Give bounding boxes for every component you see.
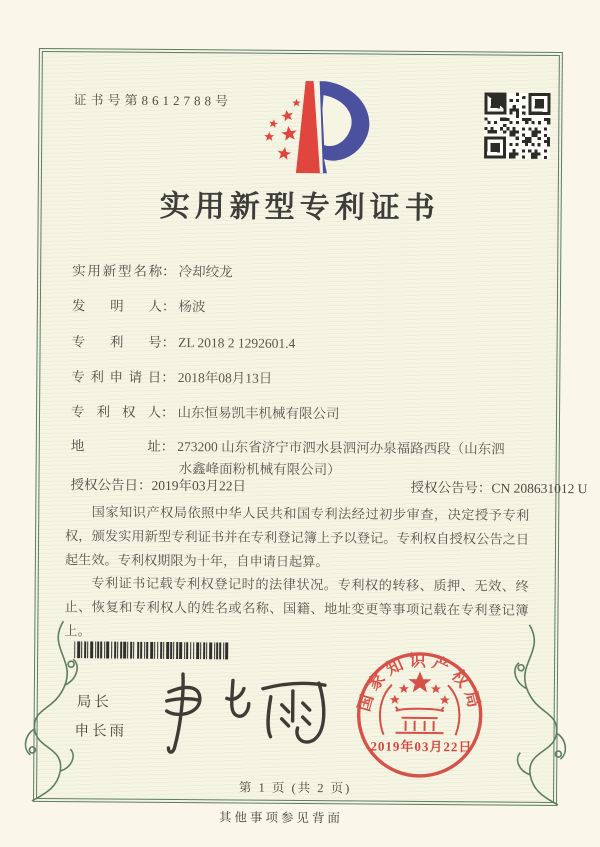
qr-code xyxy=(484,92,551,159)
grant-no-label: 授权公告号 xyxy=(410,479,479,496)
page-number: 第 1 页 (共 2 页) xyxy=(238,780,352,796)
field-label: 发明人 xyxy=(71,298,162,314)
grant-no-value: CN 208631012 U xyxy=(491,480,588,497)
field-value: 杨波 xyxy=(178,299,206,315)
colon: ： xyxy=(160,404,175,421)
colon: ： xyxy=(161,334,176,351)
colon: ： xyxy=(477,480,492,496)
field-value: 冷却绞龙 xyxy=(178,264,233,280)
seal-text: 国家知识产权局 xyxy=(354,651,486,715)
field-value-address-line2: 水鑫峰面粉机械有限公司） xyxy=(178,461,341,478)
colon: ： xyxy=(162,263,176,280)
certificate-number: 证书号第8612788号 xyxy=(73,92,233,109)
field-value: ZL 2018 2 1292601.4 xyxy=(178,335,296,351)
field-row-address xyxy=(71,434,505,457)
cnipa-logo-icon xyxy=(239,71,390,177)
colon: ： xyxy=(161,298,176,315)
field-row-invention-name xyxy=(72,259,233,280)
director-name: 申长雨 xyxy=(74,723,128,740)
certificate-frame xyxy=(33,48,588,806)
director-signature xyxy=(146,668,347,762)
field-value: 2018年08月13日 xyxy=(177,370,273,386)
field-row-filing-date xyxy=(71,365,272,387)
grant-row xyxy=(70,473,588,497)
legal-paragraph-2: 专利证书记载专利权登记时的法律状况。专利权的转移、质押、无效、终止、恢复和专利权人的姓名或名称、国籍、地址变更等事项记载在专利登记簿上。 xyxy=(64,575,529,639)
grant-date-value: 2019年03月22日 xyxy=(151,477,247,494)
grant-date-label: 授权公告日 xyxy=(70,477,139,493)
colon: ： xyxy=(137,477,152,493)
field-label: 专利申请日 xyxy=(71,369,162,385)
official-seal xyxy=(353,648,486,781)
field-row-inventor xyxy=(72,294,206,315)
legal-paragraph-1: 国家知识产权局依照中华人民共和国专利法经过初步审查，决定授予专利权，颁发实用新型专利证书并在专利登记簿上予以登记。专利权自授权公告之日起生效。专利权期限为十年，自申请日起算。 xyxy=(64,504,530,569)
field-label: 地址 xyxy=(70,438,161,454)
director-label: 局长 xyxy=(76,694,112,711)
legal-text xyxy=(64,500,529,646)
colon: ： xyxy=(161,369,175,386)
field-row-patent-number xyxy=(72,330,296,352)
field-label: 专利权人 xyxy=(70,404,162,420)
field-value: 山东恒易凯丰机械有限公司 xyxy=(177,405,340,422)
field-label: 实用新型名称 xyxy=(72,263,163,279)
certificate-title: 实用新型专利证书 xyxy=(159,189,440,226)
field-value: 273200 山东省济宁市泗水县泗河办泉福路西段（山东泗 xyxy=(177,439,505,457)
colon: ： xyxy=(160,438,175,455)
seal-date: 2019年03月22日 xyxy=(370,738,473,755)
field-row-patentee xyxy=(71,400,340,422)
seal-emblem-gate xyxy=(380,685,460,736)
barcode xyxy=(74,641,230,659)
field-label: 专利号 xyxy=(71,334,162,350)
back-note: 其他事项参见背面 xyxy=(218,810,343,826)
